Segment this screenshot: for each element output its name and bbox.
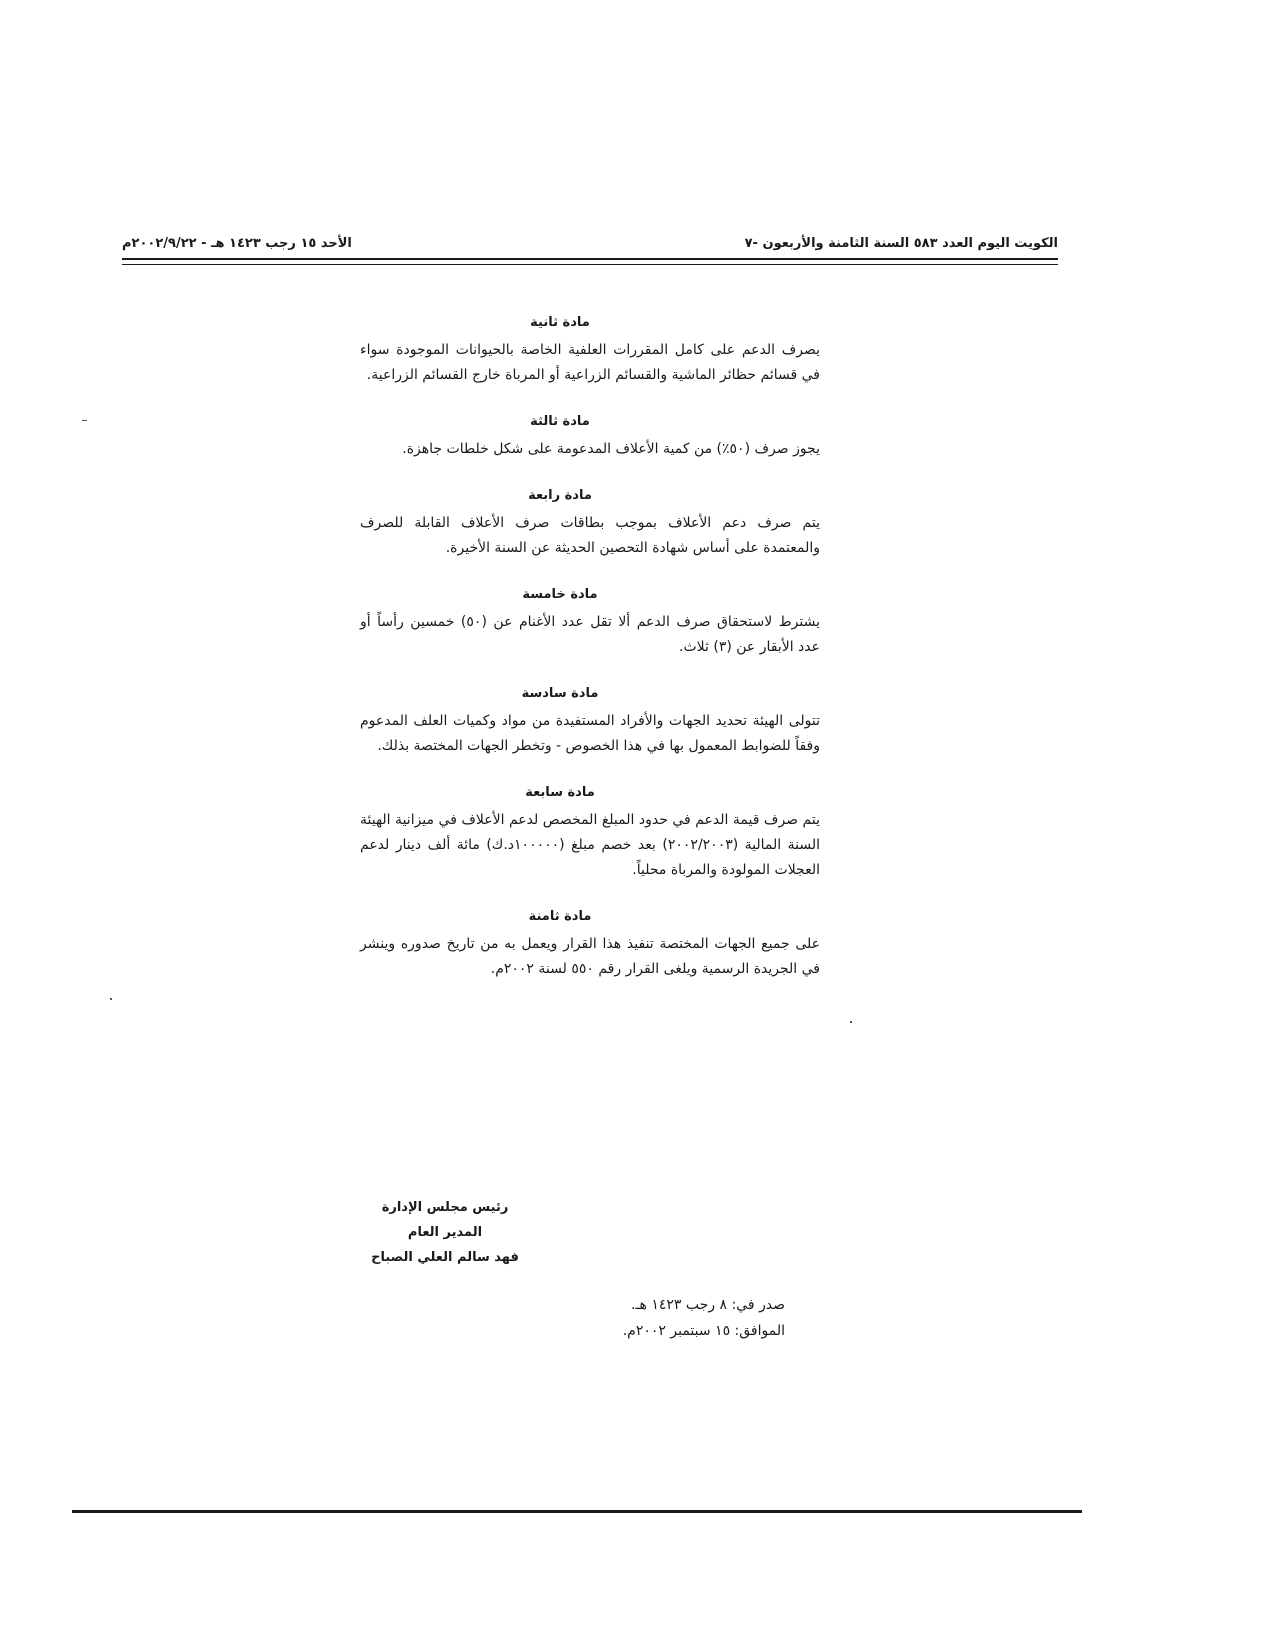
article-body: على جميع الجهات المختصة تنفيذ هذا القرار ويعمل به من تاريخ صدوره وينشر في الجريدة الرسمية ويلغى القرار رقم ٥٥٠ لسنة ٢٠٠٢م. xyxy=(360,936,820,977)
signature-role: المدير العام xyxy=(407,1225,483,1240)
scan-speck xyxy=(110,998,112,1000)
article-body: يجوز صرف (٥٠٪) من كمية الأعلاف المدعومة على شكل خلطات جاهزة. xyxy=(402,441,820,457)
article-title: مادة ثالثة xyxy=(530,414,590,429)
article xyxy=(360,909,820,982)
scan-speck xyxy=(850,1021,852,1023)
article xyxy=(360,785,820,883)
signature-block xyxy=(345,1195,545,1270)
article-body: تتولى الهيئة تحديد الجهات والأفراد المستفيدة من مواد وكميات العلف المدعوم وفقاً للضوابط المعمول بها في هذا الخصوص - وتخطر الجهات المختصة بذلك. xyxy=(360,713,820,754)
footer-divider xyxy=(72,1510,1082,1513)
article-body: يتم صرف قيمة الدعم في حدود المبلغ المخصص لدعم الأعلاف في ميزانية الهيئة السنة المالية (٢٠٠٢/٢٠٠٣) بعد خصم مبلغ (١٠٠٠٠٠د.ك) مائة ألف دينار لدعم العجلات المولودة والمرباة محلياً. xyxy=(360,812,821,878)
issue-date-block xyxy=(555,1292,785,1344)
article-body: يصرف الدعم على كامل المقررات العلفية الخاصة بالحيوانات الموجودة سواء في قسائم حظائر الماشية والقسائم الزراعية أو المرباة خارج القسائم الزراعية. xyxy=(360,342,820,383)
article-title: مادة رابعة xyxy=(528,488,592,503)
scan-speck xyxy=(82,420,87,421)
article xyxy=(360,414,820,462)
articles-section xyxy=(360,315,820,1008)
article-title: مادة ثانية xyxy=(530,315,590,330)
header-date: الأحد ١٥ رجب ١٤٢٣ هـ - ٢٠٠٢/٩/٢٢م xyxy=(122,236,352,251)
issued-gregorian-date: الموافق: ١٥ سبتمبر ٢٠٠٢م. xyxy=(622,1323,785,1339)
signature-title: رئيس مجلس الإدارة xyxy=(381,1200,509,1215)
article-body: يشترط لاستحقاق صرف الدعم ألا تقل عدد الأغنام عن (٥٠) خمسين رأساً أو عدد الأبقار عن (٣) ثلاث. xyxy=(360,614,820,655)
issued-hijri-date: صدر في: ٨ رجب ١٤٢٣ هـ. xyxy=(630,1297,785,1313)
article xyxy=(360,488,820,561)
header-divider xyxy=(122,258,1058,265)
article-body: يتم صرف دعم الأعلاف بموجب بطاقات صرف الأعلاف القابلة للصرف والمعتمدة على أساس شهادة التحصين الحديثة عن السنة الأخيرة. xyxy=(360,515,820,556)
article-title: مادة سادسة xyxy=(521,686,599,701)
article xyxy=(360,686,820,759)
article xyxy=(360,315,820,388)
header-publication: الكويت اليوم العدد ٥٨٣ السنة الثامنة والأربعون -٧ xyxy=(744,236,1058,251)
signature-name: فهد سالم العلي الصباح xyxy=(371,1250,519,1265)
article-title: مادة ثامنة xyxy=(528,909,592,924)
article-title: مادة سابعة xyxy=(525,785,595,800)
article-title: مادة خامسة xyxy=(522,587,598,602)
article xyxy=(360,587,820,660)
